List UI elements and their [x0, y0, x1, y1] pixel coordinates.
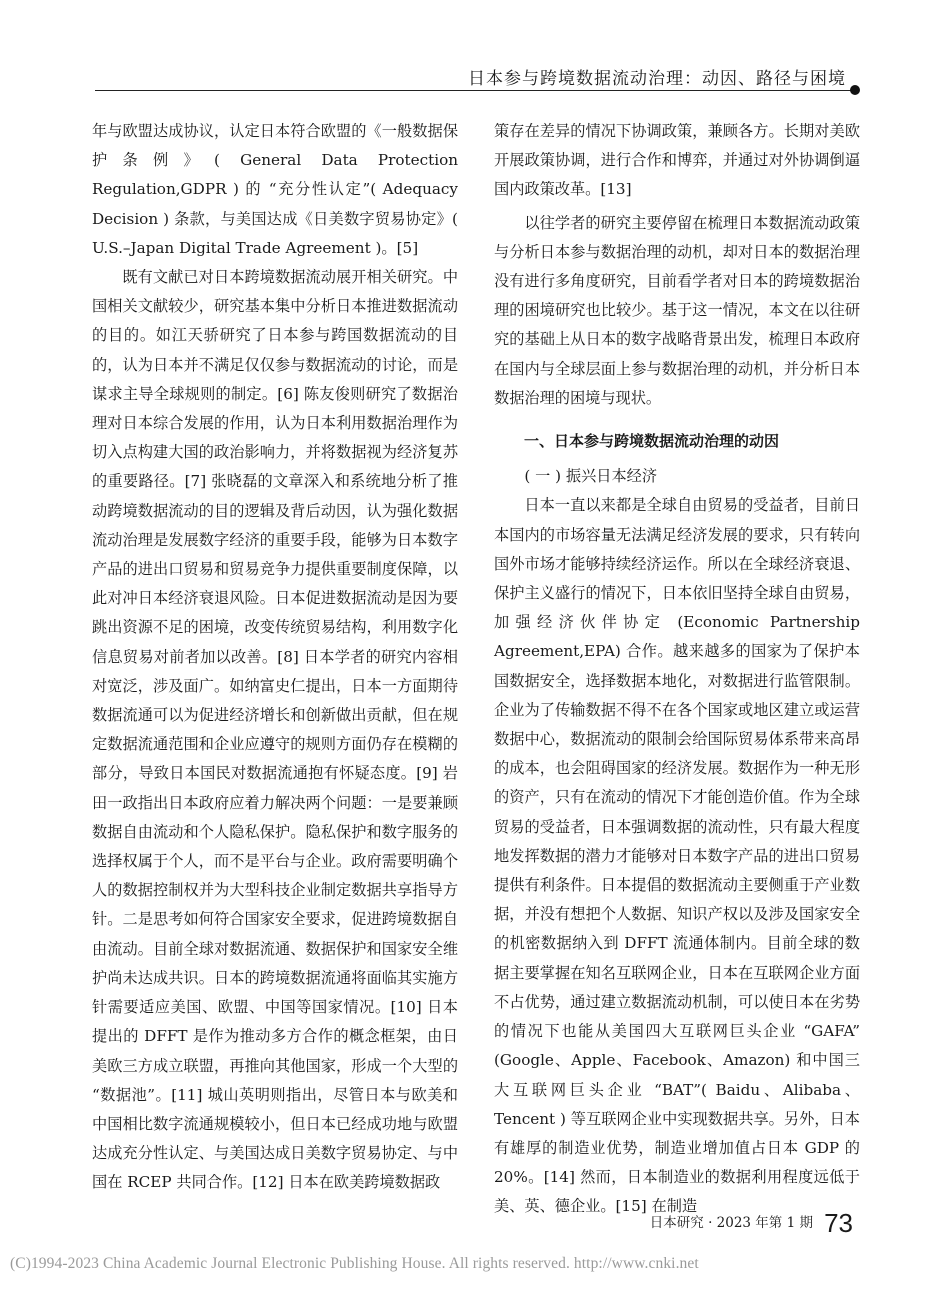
paragraph-continued-right: 策存在差异的情况下协调政策，兼顾各方。长期对美欧开展政策协调，进行合作和博弈，并通过对外协调倒逼国内政策改革。[13] — [494, 122, 860, 199]
right-column — [494, 117, 860, 1222]
page-number: 73 — [824, 1208, 853, 1238]
paragraph-research-summary: 以往学者的研究主要停留在梳理日本数据流动政策与分析日本参与数据治理的动机，却对日本的数据治理没有进行多角度研究，目前看学者对日本的跨境数据治理的困境研究也比较少。基于这一情况，本文在以往研究的基础上从日本的数字战略背景出发，梳理日本政府在国内与全球层面上参与数据治理的动机，并分析日本数据治理的困境与现状。 — [494, 213, 860, 407]
header-dot-ornament — [850, 85, 860, 95]
section-heading: 一、日本参与跨境数据流动治理的动因 — [524, 432, 780, 451]
copyright-notice: (C)1994-2023 China Academic Journal Electronic Publishing House. All rights reserved. http://www.cnki.net — [10, 1255, 699, 1272]
left-column — [92, 117, 458, 1198]
running-header-title: 日本参与跨境数据流动治理：动因、路径与困境 — [468, 69, 846, 89]
paragraph-continued: 年与欧盟达成协议，认定日本符合欧盟的《一般数据保护条例》( General Data Protection Regulation,GDPR ) 的 “充分性认定”( Adequacy Decision ) 条款，与美国达成《日美数字贸易协定》( U.S.–Japan Digital Trade Agreement )。[5] — [92, 122, 458, 257]
page-footer — [650, 1208, 853, 1239]
paragraph-literature-review: 既有文献已对日本跨境数据流动展开相关研究。中国相关文献较少，研究基本集中分析日本推进数据流动的目的。如江天骄研究了日本参与跨国数据流动的目的，认为日本并不满足仅仅参与数据流动的讨论，而是谋求主导全球规则的制定。[6] 陈友俊则研究了数据治理对日本综合发展的作用，认为日本利用数据治理作为切入点构建大国的政治影响力，并将数据视为经济复苏的重要路径。[7] 张晓磊的文章深入和系统地分析了推动跨境数据流动的目的逻辑及背后动因，认为强化数据流动治理是发展数字经济的重要手段，能够为日本数字产品的进出口贸易和贸易竞争力提供重要制度保障，以此对冲日本经济衰退风险。日本促进数据流动是因为要跳出资源不足的困境，改变传统贸易结构，利用数字化信息贸易对前者加以改善。[8] 日本学者的研究内容相对宽泛，涉及面广。如纳富史仁提出，日本一方面期待数据流通可以为促进经济增长和创新做出贡献，但在规定数据流通范围和企业应遵守的规则方面仍存在模糊的部分，导致日本国民对数据流通抱有怀疑态度。[9] 岩田一政指出日本政府应着力解决两个问题：一是要兼顾数据自由流动和个人隐私保护。隐私保护和数字服务的选择权属于个人，而不是平台与企业。政府需要明确个人的数据控制权并为大型科技企业制定数据共享指导方针。二是思考如何符合国家安全要求，促进跨境数据自由流动。目前全球对数据流通、数据保护和国家安全维护尚未达成共识。日本的跨境数据流通将面临其实施方针需要适应美国、欧盟、中国等国家情况。[10] 日本提出的 DFFT 是作为推动多方合作的概念框架，由日美欧三方成立联盟，再推向其他国家，形成一个大型的 “数据池”。[11] 城山英明则指出，尽管日本与欧美和中国相比数字流通规模较小，但日本已经成功地与欧盟达成充分性认定、与美国达成日美数字贸易协定、与中国在 RCEP 共同合作。[12] 日本在欧美跨境数据政 — [92, 268, 458, 1192]
running-header — [95, 60, 860, 94]
paragraph-economy: 日本一直以来都是全球自由贸易的受益者，目前日本国内的市场容量无法满足经济发展的要求，只有转向国外市场才能够持续经济运作。所以在全球经济衰退、保护主义盛行的情况下，日本依旧坚持全球自由贸易，加强经济伙伴协定 (Economic Partnership Agreement,EPA) 合作。越来越多的国家为了保护本国数据安全，选择数据本地化，对数据进行监管限制。企业为了传输数据不得不在各个国家或地区建立或运营数据中心，数据流动的限制会给国际贸易体系带来高昂的成本，也会阻碍国家的经济发展。数据作为一种无形的资产，只有在流动的情况下才能创造价值。作为全球贸易的受益者，日本强调数据的流动性，只有最大程度地发挥数据的潜力才能够对日本数字产品的进出口贸易提供有利条件。日本提倡的数据流动主要侧重于产业数据，并没有想把个人数据、知识产权以及涉及国家安全的机密数据纳入到 DFFT 流通体制内。目前全球的数据主要掌握在知名互联网企业，日本在互联网企业方面不占优势，通过建立数据流动机制，可以使日本在劣势的情况下也能从美国四大互联网巨头企业 “GAFA” (Google、Apple、Facebook、Amazon) 和中国三大互联网巨头企业 “BAT”( Baidu、Alibaba、Tencent ) 等互联网企业中实现数据共享。另外，日本有雄厚的制造业优势，制造业增加值占日本 GDP 的 20%。[14] 然而，日本制造业的数据利用程度远低于美、英、德企业。[15] 在制造 — [494, 496, 860, 1216]
subsection-heading: ( 一 ) 振兴日本经济 — [524, 467, 658, 486]
journal-issue: 日本研究 · 2023 年第 1 期 — [649, 1215, 813, 1231]
header-rule — [95, 90, 854, 91]
